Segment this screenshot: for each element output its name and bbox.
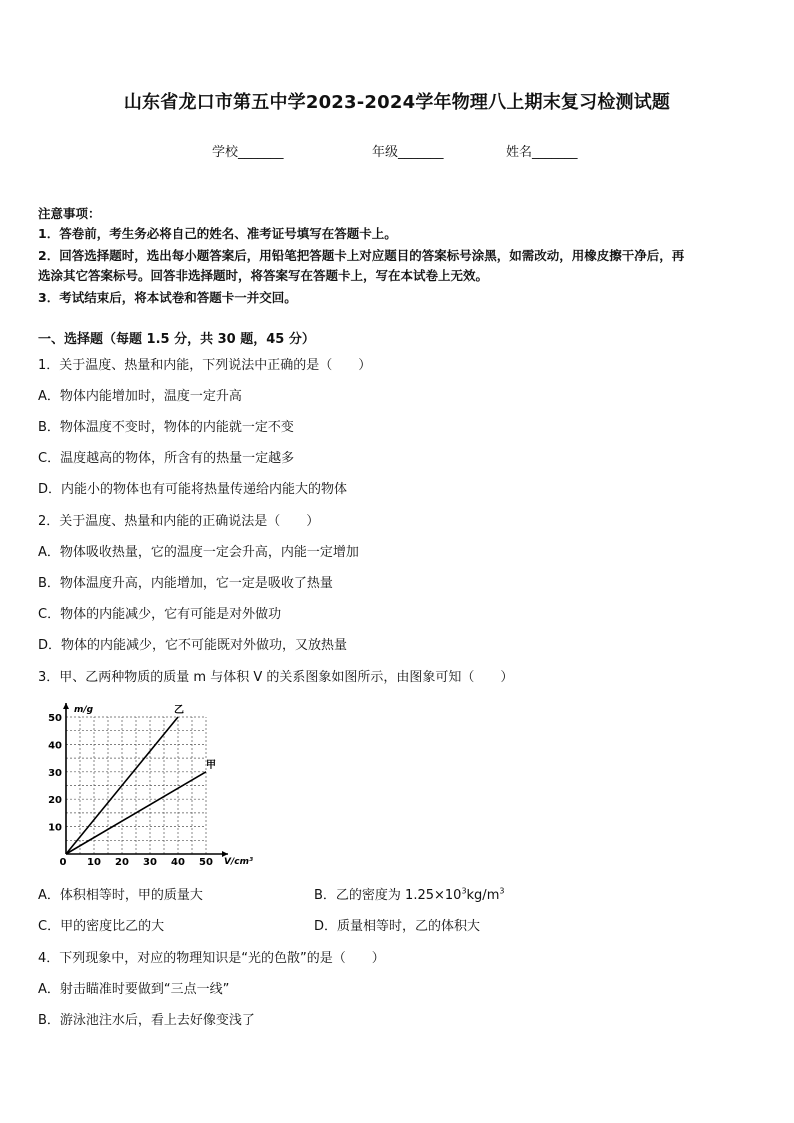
series-label: 甲 <box>206 759 216 771</box>
series-label: 乙 <box>174 705 184 716</box>
y-axis-label: m/g <box>74 705 94 715</box>
option-b-exponent: 3 <box>461 886 467 896</box>
option-d: D．质量相等时，乙的体积大 <box>314 919 481 934</box>
y-tick-label: 10 <box>48 822 62 834</box>
notice-item: 3．考试结束后，将本试卷和答题卡一并交回。 <box>38 290 297 305</box>
option-c: C．甲的密度比乙的大 <box>38 919 165 934</box>
x-tick-label: 20 <box>115 857 129 868</box>
y-tick-label: 20 <box>48 795 62 807</box>
option-a: A．射击瞄准时要做到“三点一线” <box>38 982 230 997</box>
x-tick-label: 10 <box>87 857 101 868</box>
question-stem: 3．甲、乙两种物质的质量 m 与体积 V 的关系图象如图所示，由图象可知（ ） <box>38 670 514 685</box>
notice-heading: 注意事项： <box>38 206 101 221</box>
option-b: B．物体温度升高，内能增加，它一定是吸收了热量 <box>38 576 333 591</box>
name-field: 姓名_______ <box>506 145 578 160</box>
option-c: C．温度越高的物体，所含有的热量一定越多 <box>38 451 295 466</box>
option-b-unit: kg/m <box>466 888 500 903</box>
y-tick-label: 50 <box>48 713 62 724</box>
option-a: A．物体内能增加时，温度一定升高 <box>38 389 242 404</box>
origin-label: 0 <box>59 857 67 868</box>
notice-item: 1．答卷前，考生务必将自己的姓名、准考证号填写在答题卡上。 <box>38 226 397 241</box>
x-tick-label: 50 <box>199 857 213 868</box>
option-b-text: B．乙的密度为 1.25×10 <box>314 888 462 903</box>
option-b: B．物体温度不变时，物体的内能就一定不变 <box>38 420 294 435</box>
notice-item: 2．回答选择题时，选出每小题答案后，用铅笔把答题卡上对应题目的答案标号涂黑，如需改动，用橡皮擦干净后，再 <box>38 248 685 263</box>
question-stem: 2．关于温度、热量和内能的正确说法是（ ） <box>38 514 320 529</box>
notice-item: 选涂其它答案标号。回答非选择题时，将答案写在答题卡上，写在本试卷上无效。 <box>38 268 489 283</box>
x-axis-label: V/cm³ <box>224 857 253 867</box>
x-tick-label: 30 <box>143 857 157 868</box>
option-d: D．内能小的物体也有可能将热量传递给内能大的物体 <box>38 482 348 497</box>
option-d: D．物体的内能减少，它不可能既对外做功，又放热量 <box>38 638 348 653</box>
x-tick-label: 40 <box>171 857 185 868</box>
question-stem: 1．关于温度、热量和内能，下列说法中正确的是（ ） <box>38 358 372 373</box>
section-heading: 一、选择题（每题 1.5 分，共 30 题，45 分） <box>38 332 315 347</box>
y-tick-label: 40 <box>48 740 62 752</box>
option-a: A．物体吸收热量，它的温度一定会升高，内能一定增加 <box>38 545 359 560</box>
page-title: 山东省龙口市第五中学2023-2024学年物理八上期末复习检测试题 <box>123 92 671 113</box>
grade-field: 年级_______ <box>372 145 444 160</box>
option-c: C．物体的内能减少，它有可能是对外做功 <box>38 607 282 622</box>
y-axis-arrow <box>63 703 69 709</box>
y-tick-label: 30 <box>48 767 62 779</box>
option-b-unit-exponent: 3 <box>499 886 505 896</box>
school-field: 学校_______ <box>212 145 284 160</box>
option-b <box>314 884 504 903</box>
mass-volume-chart <box>38 692 260 870</box>
option-b: B．游泳池注水后，看上去好像变浅了 <box>38 1013 255 1028</box>
question-stem: 4．下列现象中，对应的物理知识是“光的色散”的是（ ） <box>38 951 385 966</box>
option-a: A．体积相等时，甲的质量大 <box>38 888 203 903</box>
